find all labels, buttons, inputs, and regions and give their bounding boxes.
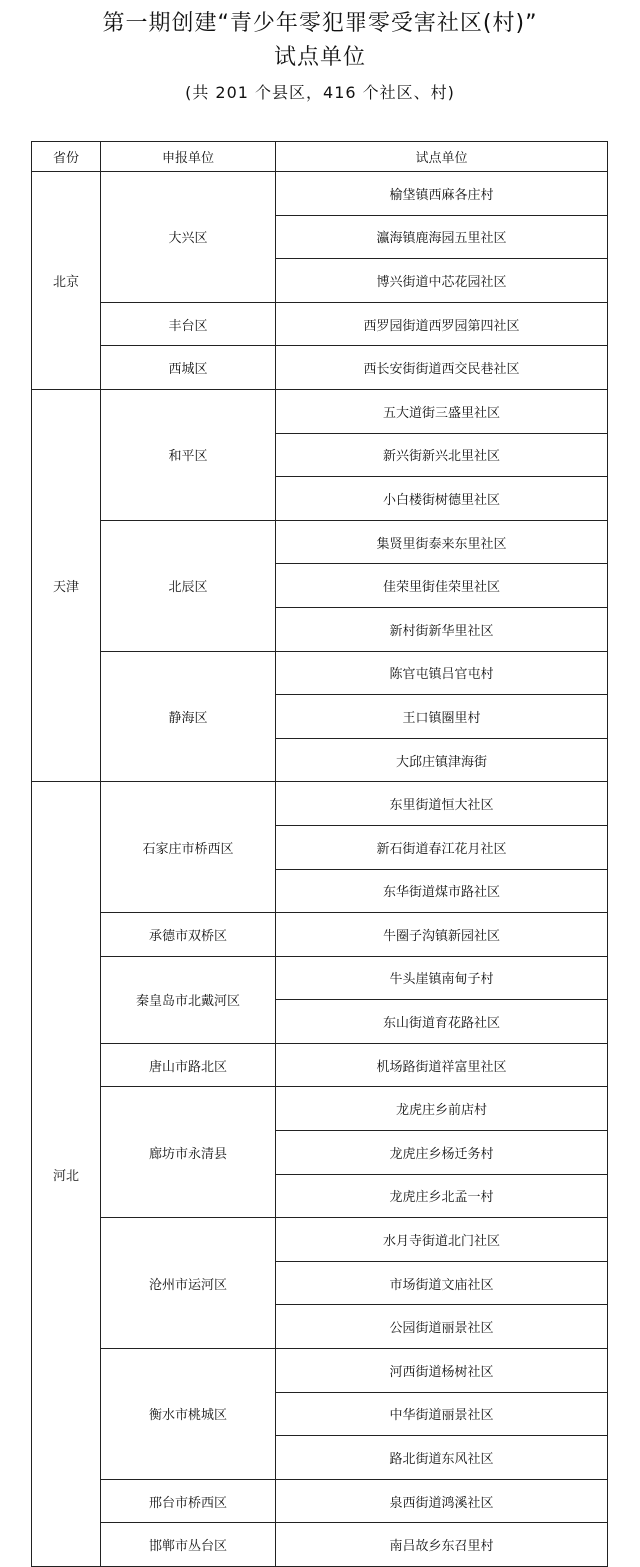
- header-applicant-unit: 申报单位: [101, 142, 276, 172]
- applicant-unit-cell: 秦皇岛市北戴河区: [101, 956, 276, 1043]
- table-row: [32, 956, 608, 1000]
- pilot-unit-cell: 东山街道育花路社区: [276, 1000, 608, 1044]
- table-row: [32, 172, 608, 216]
- applicant-unit-cell: 衡水市桃城区: [101, 1349, 276, 1480]
- table-header: [32, 142, 608, 172]
- province-cell: 河北: [32, 782, 101, 1567]
- pilot-unit-cell: 西长安街街道西交民巷社区: [276, 346, 608, 390]
- pilot-unit-cell: 东里街道恒大社区: [276, 782, 608, 826]
- pilot-unit-cell: 龙虎庄乡北孟一村: [276, 1174, 608, 1218]
- pilot-unit-cell: 榆垡镇西麻各庄村: [276, 172, 608, 216]
- header-pilot-unit: 试点单位: [276, 142, 608, 172]
- pilot-unit-cell: 公园街道丽景社区: [276, 1305, 608, 1349]
- table-row: [32, 782, 608, 826]
- province-cell: 北京: [32, 172, 101, 390]
- table-body: [32, 172, 608, 1567]
- table-row: [32, 1043, 608, 1087]
- pilot-unit-cell: 新村街新华里社区: [276, 607, 608, 651]
- applicant-unit-cell: 和平区: [101, 389, 276, 520]
- applicant-unit-cell: 西城区: [101, 346, 276, 390]
- pilot-units-table: [31, 141, 608, 1567]
- pilot-unit-cell: 南吕故乡东召里村: [276, 1523, 608, 1567]
- pilot-unit-cell: 集贤里街泰来东里社区: [276, 520, 608, 564]
- document-title-line-2: 试点单位: [273, 45, 366, 70]
- applicant-unit-cell: 丰台区: [101, 302, 276, 346]
- pilot-unit-cell: 佳荣里街佳荣里社区: [276, 564, 608, 608]
- applicant-unit-cell: 承德市双桥区: [101, 913, 276, 957]
- pilot-unit-cell: 龙虎庄乡杨迁务村: [276, 1131, 608, 1175]
- pilot-unit-cell: 水月寺街道北门社区: [276, 1218, 608, 1262]
- pilot-unit-cell: 新石街道春江花月社区: [276, 825, 608, 869]
- pilot-unit-cell: 小白楼街树德里社区: [276, 477, 608, 521]
- table-row: [32, 346, 608, 390]
- table-row: [32, 1523, 608, 1567]
- applicant-unit-cell: 唐山市路北区: [101, 1043, 276, 1087]
- pilot-unit-cell: 瀛海镇鹿海园五里社区: [276, 215, 608, 259]
- pilot-unit-cell: 大邱庄镇津海街: [276, 738, 608, 782]
- applicant-unit-cell: 静海区: [101, 651, 276, 782]
- pilot-unit-cell: 路北街道东风社区: [276, 1436, 608, 1480]
- pilot-unit-cell: 市场街道文庙社区: [276, 1261, 608, 1305]
- pilot-unit-cell: 新兴街新兴北里社区: [276, 433, 608, 477]
- document-subtitle: (共 201 个县区，416 个社区、村): [185, 83, 455, 102]
- pilot-unit-cell: 博兴街道中芯花园社区: [276, 259, 608, 303]
- pilot-unit-cell: 牛头崖镇南甸子村: [276, 956, 608, 1000]
- applicant-unit-cell: 邢台市桥西区: [101, 1479, 276, 1523]
- document-title-line-1: 第一期创建“青少年零犯罪零受害社区(村)”: [102, 11, 538, 36]
- table-row: [32, 520, 608, 564]
- applicant-unit-cell: 北辰区: [101, 520, 276, 651]
- pilot-unit-cell: 机场路街道祥富里社区: [276, 1043, 608, 1087]
- applicant-unit-cell: 沧州市运河区: [101, 1218, 276, 1349]
- table-row: [32, 1349, 608, 1393]
- pilot-unit-cell: 中华街道丽景社区: [276, 1392, 608, 1436]
- pilot-unit-cell: 牛圈子沟镇新园社区: [276, 913, 608, 957]
- table-row: [32, 651, 608, 695]
- applicant-unit-cell: 邯郸市丛台区: [101, 1523, 276, 1567]
- applicant-unit-cell: 大兴区: [101, 172, 276, 303]
- applicant-unit-cell: 石家庄市桥西区: [101, 782, 276, 913]
- pilot-unit-cell: 河西街道杨树社区: [276, 1349, 608, 1393]
- pilot-unit-cell: 王口镇圈里村: [276, 695, 608, 739]
- table-row: [32, 1218, 608, 1262]
- pilot-unit-cell: 西罗园街道西罗园第四社区: [276, 302, 608, 346]
- table-row: [32, 913, 608, 957]
- pilot-unit-cell: 五大道街三盛里社区: [276, 389, 608, 433]
- applicant-unit-cell: 廊坊市永清县: [101, 1087, 276, 1218]
- table-row: [32, 389, 608, 433]
- table-row: [32, 1087, 608, 1131]
- pilot-unit-cell: 东华街道煤市路社区: [276, 869, 608, 913]
- table-row: [32, 302, 608, 346]
- pilot-unit-cell: 龙虎庄乡前店村: [276, 1087, 608, 1131]
- table-row: [32, 1479, 608, 1523]
- province-cell: 天津: [32, 389, 101, 781]
- table-header-row: [32, 142, 608, 172]
- header-province: 省份: [32, 142, 101, 172]
- pilot-unit-cell: 陈官屯镇吕官屯村: [276, 651, 608, 695]
- pilot-unit-cell: 泉西街道鸿溪社区: [276, 1479, 608, 1523]
